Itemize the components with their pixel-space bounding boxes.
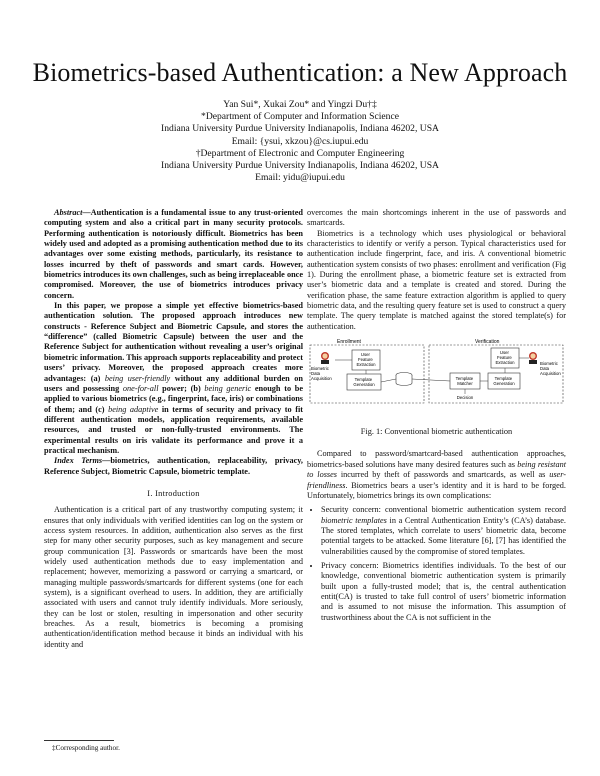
right-paragraph-1: Biometrics is a technology which uses physiological or behavioral characteristics to identify or verify a person. Typical characteristics used for authentication include fingerprint, face, and iris. A conventional biometric authentication system consists of two phases: enrollment and verification (Fig 1). During the enrollment phase, a biometric feature set is extracted from user’s biometric data and a template is created and stored. During the verification phase, the same feature extraction algorithm is applied to query biometric data, and the resulting query feature set is used to construct a query template. The query template is matched against the stored template(s) for authentication. [307,228,566,331]
user-icon-verify [529,352,537,364]
author-block [0,99,600,184]
author-email-1[interactable]: Email: {ysui, xkzou}@cs.iupui.edu [231,135,369,147]
emph-userfriendliness: user-friendliness [307,470,566,490]
abstract-text-2e: in terms of security and privacy to fit different authentication models, application requirements, available resources, and trusted or non-fully-trusted environments. The experimental results on iris validate its performance and prove it a practical mechanism. [44,404,303,455]
feature-extraction-enroll-label: User Feature Extraction [356,352,376,368]
right-text-2b: incurred by theft of passwords and smartcards, as well as [337,470,550,480]
index-terms [44,456,303,477]
abstract-text-2b: without any additional burden on users and possessing [44,373,303,393]
verification-label: Verification [475,339,500,346]
abstract-label: Abstract [54,208,83,217]
affiliation-dept-2: †Department of Electronic and Computer Engineering [195,147,405,159]
abstract-emph-generic: being generic [204,383,252,393]
emph-templates: biometric templates [321,515,387,525]
footnote-rule [44,740,114,741]
author-names: Yan Sui*, Xukai Zou* and Yingzi Du†‡ [223,99,377,110]
biometric-auth-diagram [307,337,566,421]
abstract-text-2c: power; (b) [158,383,205,393]
abstract-paragraph-2 [44,301,303,456]
abstract-emph-userfriendly: being user-friendly [104,373,171,383]
affiliation-univ-1: Indiana University Purdue University Indianapolis, Indiana 46202, USA [161,123,439,135]
complications-list [307,505,566,623]
database-icon [396,373,412,386]
section-heading-introduction: I. Introduction [147,488,200,498]
figure-1-caption: Fig. 1: Conventional biometric authentication [360,427,513,437]
bio-acq-verify: Biometric Data Acquisition [540,361,561,377]
author-email-2[interactable]: Email: yidu@iupui.edu [255,172,345,184]
feature-extraction-verify-label: User Feature Extraction [495,350,515,366]
abstract-paragraph-1 [44,208,303,301]
right-paragraph-0: overcomes the main shortcomings inherent in the use of passwords and smartcards. [307,208,566,228]
affiliation-univ-2: Indiana University Purdue University Indianapolis, Indiana 46202, USA [161,160,439,172]
left-column [44,208,303,650]
abstract-emph-oneforall: one-for-all [122,383,159,393]
abstract-text-2d: enough to be applied to various biometrics (e.g., fingerprint, face, iris) or combinations of them; and (c) [44,383,304,414]
right-text-2c: . Biometrics bears a user’s identity and it is hard to be forged. Unfortunately, biometrics brings its own complications: [307,480,566,500]
right-text-2a: Compared to password/smartcard-based authentication approaches, biometrics-based solutions have many desired features such as [307,449,566,469]
user-icon-enroll [321,352,329,364]
emph-resistant: being resistant to losses [307,459,566,480]
bullet-1-text-a: Security concern: conventional biometric authentication system record [321,505,566,515]
template-gen-enroll-label: Template Generation [353,377,375,388]
list-item-security [321,505,566,557]
list-item-privacy: • Privacy concern: Biometrics identifies individuals. To the best of our knowledge, conventional biometric authentication system is primarily built upon a fully-trusted model; that is, the central authentication entit(CA) is trusted to take full control of users’ biometric information and is assumed to not misuse the information. This assumption of trustworthiness about the CA is not sufficient in the [321,561,566,623]
index-terms-text: —biometrics, authentication, replaceability, privacy, Reference Subject, Biometric Capsule, biometric template. [44,456,303,476]
affiliation-dept-1: *Department of Computer and Information Science [201,111,399,123]
abstract-emph-adaptive: being adaptive [108,404,159,414]
abstract-text-2a: In this paper, we propose a simple yet effective biometrics-based authentication solution. The proposed approach introduces new constructs - Reference Subject and Biometric Capsule, and stores the “difference” (called Biometric Capsule) between the user and the Reference Subject for authentication without revealing a user’s original biometric information. This approach supports replaceability and protect users’ privacy. Moreover, the proposed approach creates more advantages: (a) [44,301,303,383]
template-matcher-label: Template Matcher [455,376,474,387]
bio-acq-enroll: Biometric Data Acquisition [311,366,332,382]
bullet-1-text-b: in a Central Authentication Entity’s (CA’s) database. The stored templates, which correlate to users’ biometric data, become potential targets to be attacked. Some literature [6], [7] has identified the vulnerabilities caused by the compromise of stored templates. [321,515,566,556]
enrollment-label: Enrollment [337,339,361,346]
footnote-corresponding-author: ‡Corresponding author. [52,744,120,752]
right-paragraph-2 [307,449,566,501]
abstract-text-1: —Authentication is a fundamental issue to any trust-oriented computing system and also a critical part in many security protocols. Performing authentication is notoriously difficult. Biometrics has been widely used and adopted as a promising authentication method due to its advantages over some existing methods, particularly, its resistance to losses incurred by theft of passwords and smart cards. However, biometrics introduces its own challenges, such as being irreplaceable once compromised. Moreover, the use of biometrics introduces privacy concern. [44,208,303,300]
decision-label: Decision [456,395,474,401]
intro-paragraph-1: Authentication is a critical part of any trustworthy computing system; it ensures that only individuals with verified identities can log on the system or access system resources. In addition, authentication also serves as the first step for many other security purposes, such as key management and secure group communication [3]. Passwords or smartcards have been the most widely used authentication methods due to easy implementation and replacement; however, memorizing a password or carrying a smartcard, or managing multiple passwords/smartcards for different systems (one for each system), is a significant overhead to users. In addition, they are artificially associated with users and cannot truly identify individuals. More seriously, they can be lost or stolen, resulting in impersonation and other security breaches. As a result, biometrics is becoming a promising authentication/identification method because it binds an individual with his identity and [44,505,303,649]
figure-1 [307,337,566,421]
paper-title: Biometrics-based Authentication: a New Approach [32,58,568,87]
index-terms-label: Index Terms [54,456,103,466]
template-gen-verify-label: Template Generation [493,376,515,387]
right-column [307,208,566,627]
